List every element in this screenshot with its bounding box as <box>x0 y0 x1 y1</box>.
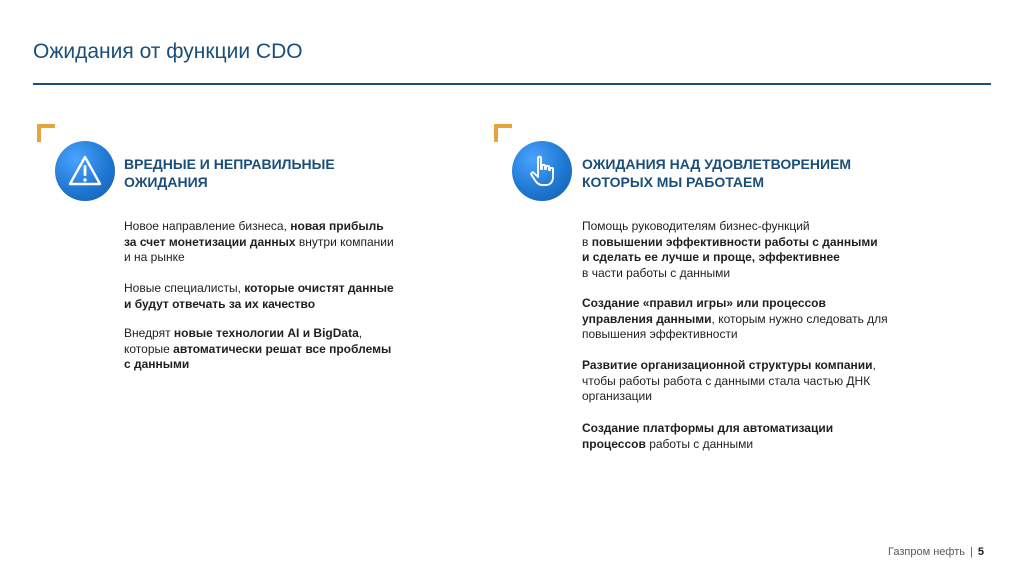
text: работы с данными <box>645 436 754 451</box>
text: , <box>358 326 363 340</box>
text-bold: автоматически решат все проблемы <box>173 341 392 356</box>
footer <box>888 546 984 558</box>
text: внутри компании <box>295 234 394 249</box>
text: , <box>872 358 876 372</box>
corner-bracket-right <box>494 124 512 142</box>
right-paragraph-2 <box>582 296 942 343</box>
text-bold: Создание платформы для автоматизации <box>582 421 834 435</box>
text: которые <box>124 341 174 356</box>
left-heading-line1: ВРЕДНЫЕ И НЕПРАВИЛЬНЫЕ <box>124 156 335 172</box>
right-column-heading <box>582 155 882 191</box>
text-bold: новая прибыль <box>290 219 384 233</box>
warning-icon-circle <box>55 141 115 201</box>
page-number: 5 <box>977 546 984 558</box>
text: Помощь руководителям бизнес-функций <box>582 219 810 233</box>
pointing-hand-icon <box>527 154 557 188</box>
right-heading-line2: КОТОРЫХ МЫ РАБОТАЕМ <box>582 174 765 190</box>
text-bold: которые очистят данные <box>244 281 394 295</box>
text: в <box>582 234 592 249</box>
right-heading-line1: ОЖИДАНИЯ НАД УДОВЛЕТВОРЕНИЕМ <box>582 156 852 172</box>
text-bold: процессов <box>582 436 646 451</box>
left-heading-line2: ОЖИДАНИЯ <box>124 174 208 190</box>
warning-icon <box>68 155 102 187</box>
text-bold: управления данными <box>582 311 712 326</box>
right-paragraph-3 <box>582 358 942 405</box>
text-bold: с данными <box>124 357 190 371</box>
page-title: Ожидания от функции CDO <box>33 40 303 63</box>
company-name: Газпром нефть <box>888 546 966 558</box>
footer-separator: | <box>970 546 973 558</box>
left-paragraph-2 <box>124 281 454 312</box>
text: чтобы работы работа с данными стала частью ДНК <box>582 373 871 388</box>
text-bold: повышении эффективности работы с данными <box>591 234 878 249</box>
text: и на рынке <box>124 250 185 264</box>
text: Новое направление бизнеса, <box>124 219 291 233</box>
text: организации <box>582 389 652 403</box>
text: повышения эффективности <box>582 327 738 341</box>
left-paragraph-1 <box>124 219 454 266</box>
left-paragraph-3 <box>124 326 454 373</box>
left-column-heading <box>124 155 424 191</box>
text-bold: Создание «правил игры» или процессов <box>582 296 826 310</box>
right-paragraph-4 <box>582 421 942 452</box>
text: в части работы с данными <box>582 265 731 280</box>
text-bold: и сделать ее лучше и проще, эффективнее <box>582 250 840 264</box>
text: , которым нужно следовать для <box>711 311 888 326</box>
corner-bracket-left <box>37 124 55 142</box>
text: Новые специалисты, <box>124 281 245 295</box>
title-divider <box>33 83 991 85</box>
text-bold: за счет монетизации данных <box>124 234 296 249</box>
text: Внедрят <box>124 326 174 340</box>
text-bold: Развитие организационной структуры компании <box>582 358 873 372</box>
right-paragraph-1 <box>582 219 942 281</box>
text-bold: новые технологии AI и BigData <box>173 326 359 340</box>
text-bold: и будут отвечать за их качество <box>124 296 316 311</box>
pointing-hand-icon-circle <box>512 141 572 201</box>
